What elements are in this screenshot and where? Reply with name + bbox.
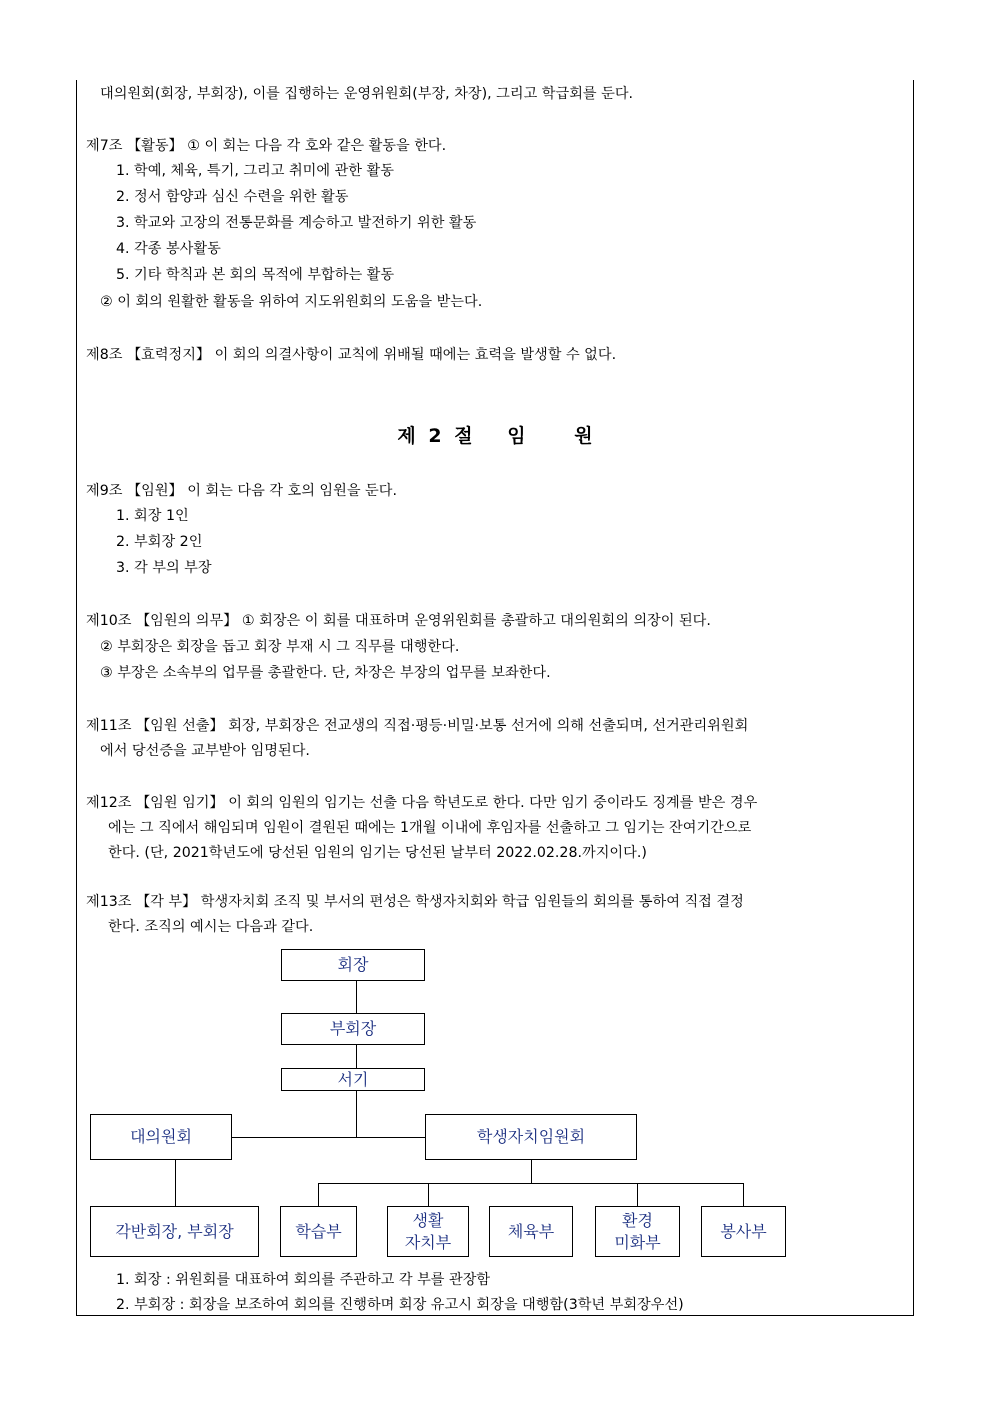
- article-7-heading: 제7조 【활동】 ① 이 회는 다음 각 호와 같은 활동을 한다.: [86, 138, 447, 154]
- section-title-word: 임: [507, 425, 526, 447]
- article-10-paragraph-2: ② 부회장은 회장을 돕고 회장 부재 시 그 직무를 대행한다.: [100, 639, 460, 655]
- section-title-word: 2: [428, 425, 442, 447]
- org-president-box: [281, 949, 425, 981]
- connector-line: [356, 1091, 357, 1137]
- article-9-heading: 제9조 【임원】 이 회는 다음 각 호의 임원을 둔다.: [86, 483, 397, 499]
- list-item: 1. 회장 1인: [116, 508, 189, 524]
- org-box-label: 학생자치임원회: [476, 1127, 586, 1146]
- section-title-word: 절: [454, 425, 473, 447]
- article-12-line-3: 한다. (단, 2021학년도에 당선된 임원의 임기는 당선된 날부터 2022.02.28.까지이다.): [108, 845, 647, 861]
- org-box-label: 회장: [337, 955, 369, 974]
- org-box-label: 서기: [337, 1069, 369, 1089]
- article-6-continued: 대의원회(회장, 부회장), 이를 집행하는 운영위원회(부장, 차장), 그리고 학급회를 둔다.: [100, 86, 634, 102]
- article-12-line-2: 에는 그 직에서 해임되며 임원이 결원된 때에는 1개월 이내에 후임자를 선출하고 그 임기는 잔여기간으로: [108, 820, 752, 836]
- list-item: 1. 학예, 체육, 특기, 그리고 취미에 관한 활동: [116, 163, 394, 179]
- list-item: 4. 각종 봉사활동: [116, 241, 221, 257]
- org-box-label: 부회장: [329, 1019, 377, 1038]
- org-sports-dept-box: [489, 1206, 573, 1257]
- connector-line: [318, 1183, 744, 1184]
- note-item: 2. 부회장 : 회장을 보조하여 회의를 진행하며 회장 유고시 회장을 대행함(3학년 부회장우선): [116, 1297, 684, 1313]
- article-10-paragraph-3: ③ 부장은 소속부의 업무를 총괄한다. 단, 차장은 부장의 업무를 보좌한다.: [100, 665, 551, 681]
- connector-line: [318, 1183, 319, 1206]
- list-item: 5. 기타 학칙과 본 회의 목적에 부합하는 활동: [116, 267, 395, 283]
- org-class-reps-box: [90, 1206, 259, 1257]
- org-council-box: [90, 1114, 232, 1160]
- org-vice-president-box: [281, 1013, 425, 1045]
- article-10-heading: 제10조 【임원의 의무】 ① 회장은 이 회를 대표하며 운영위원회를 총괄하고 대의원회의 의장이 된다.: [86, 613, 711, 629]
- connector-line: [743, 1183, 744, 1206]
- org-box-label: 미화부: [614, 1232, 661, 1252]
- article-11-line-2: 에서 당선증을 교부받아 임명된다.: [100, 743, 310, 759]
- org-life-dept-box: [387, 1206, 469, 1257]
- org-service-dept-box: [701, 1206, 786, 1257]
- org-box-label: 대의원회: [130, 1127, 192, 1146]
- article-13-line-1: 제13조 【각 부】 학생자치회 조직 및 부서의 편성은 학생자치회와 학급 임원들의 회의를 통하여 직접 결정: [86, 894, 744, 910]
- connector-line: [232, 1137, 425, 1138]
- article-11-line-1: 제11조 【임원 선출】 회장, 부회장은 전교생의 직접·평등·비밀·보통 선거에 의해 선출되며, 선거관리위원회: [86, 718, 749, 734]
- org-box-label: 환경: [622, 1210, 653, 1230]
- section-title-word: 원: [574, 425, 593, 447]
- org-box-label: 각반회장, 부회장: [115, 1221, 234, 1241]
- list-item: 2. 부회장 2인: [116, 534, 203, 550]
- org-box-label: 체육부: [507, 1221, 555, 1241]
- list-item: 2. 정서 함양과 심신 수련을 위한 활동: [116, 189, 349, 205]
- article-8: 제8조 【효력정지】 이 회의 의결사항이 교칙에 위배될 때에는 효력을 발생할 수 없다.: [86, 347, 617, 363]
- connector-line: [356, 980, 357, 1014]
- connector-line: [356, 1045, 357, 1069]
- section-title: [76, 424, 914, 448]
- list-item: 3. 각 부의 부장: [116, 560, 212, 576]
- section-title-word: 제: [397, 425, 416, 447]
- connector-line: [428, 1183, 429, 1206]
- connector-line: [637, 1183, 638, 1206]
- org-secretary-box: [281, 1068, 425, 1091]
- connector-line: [175, 1160, 176, 1206]
- org-box-label: 자치부: [404, 1232, 452, 1252]
- list-item: 3. 학교와 고장의 전통문화를 계승하고 발전하기 위한 활동: [116, 215, 477, 231]
- org-executive-box: [425, 1114, 637, 1160]
- org-box-label: 학습부: [295, 1221, 342, 1241]
- article-12-line-1: 제12조 【임원 임기】 이 회의 임원의 임기는 선출 다음 학년도로 한다. 다만 임기 중이라도 징계를 받은 경우: [86, 795, 758, 811]
- org-box-label: 봉사부: [720, 1221, 767, 1241]
- org-environment-dept-box: [595, 1206, 680, 1257]
- note-item: 1. 회장 : 위원회를 대표하여 회의를 주관하고 각 부를 관장함: [116, 1272, 491, 1288]
- org-box-label: 생활: [412, 1210, 444, 1230]
- org-study-dept-box: [280, 1206, 357, 1257]
- article-7-paragraph-2: ② 이 회의 원활한 활동을 위하여 지도위원회의 도움을 받는다.: [100, 294, 483, 310]
- article-13-line-2: 한다. 조직의 예시는 다음과 같다.: [108, 919, 314, 935]
- connector-line: [531, 1160, 532, 1183]
